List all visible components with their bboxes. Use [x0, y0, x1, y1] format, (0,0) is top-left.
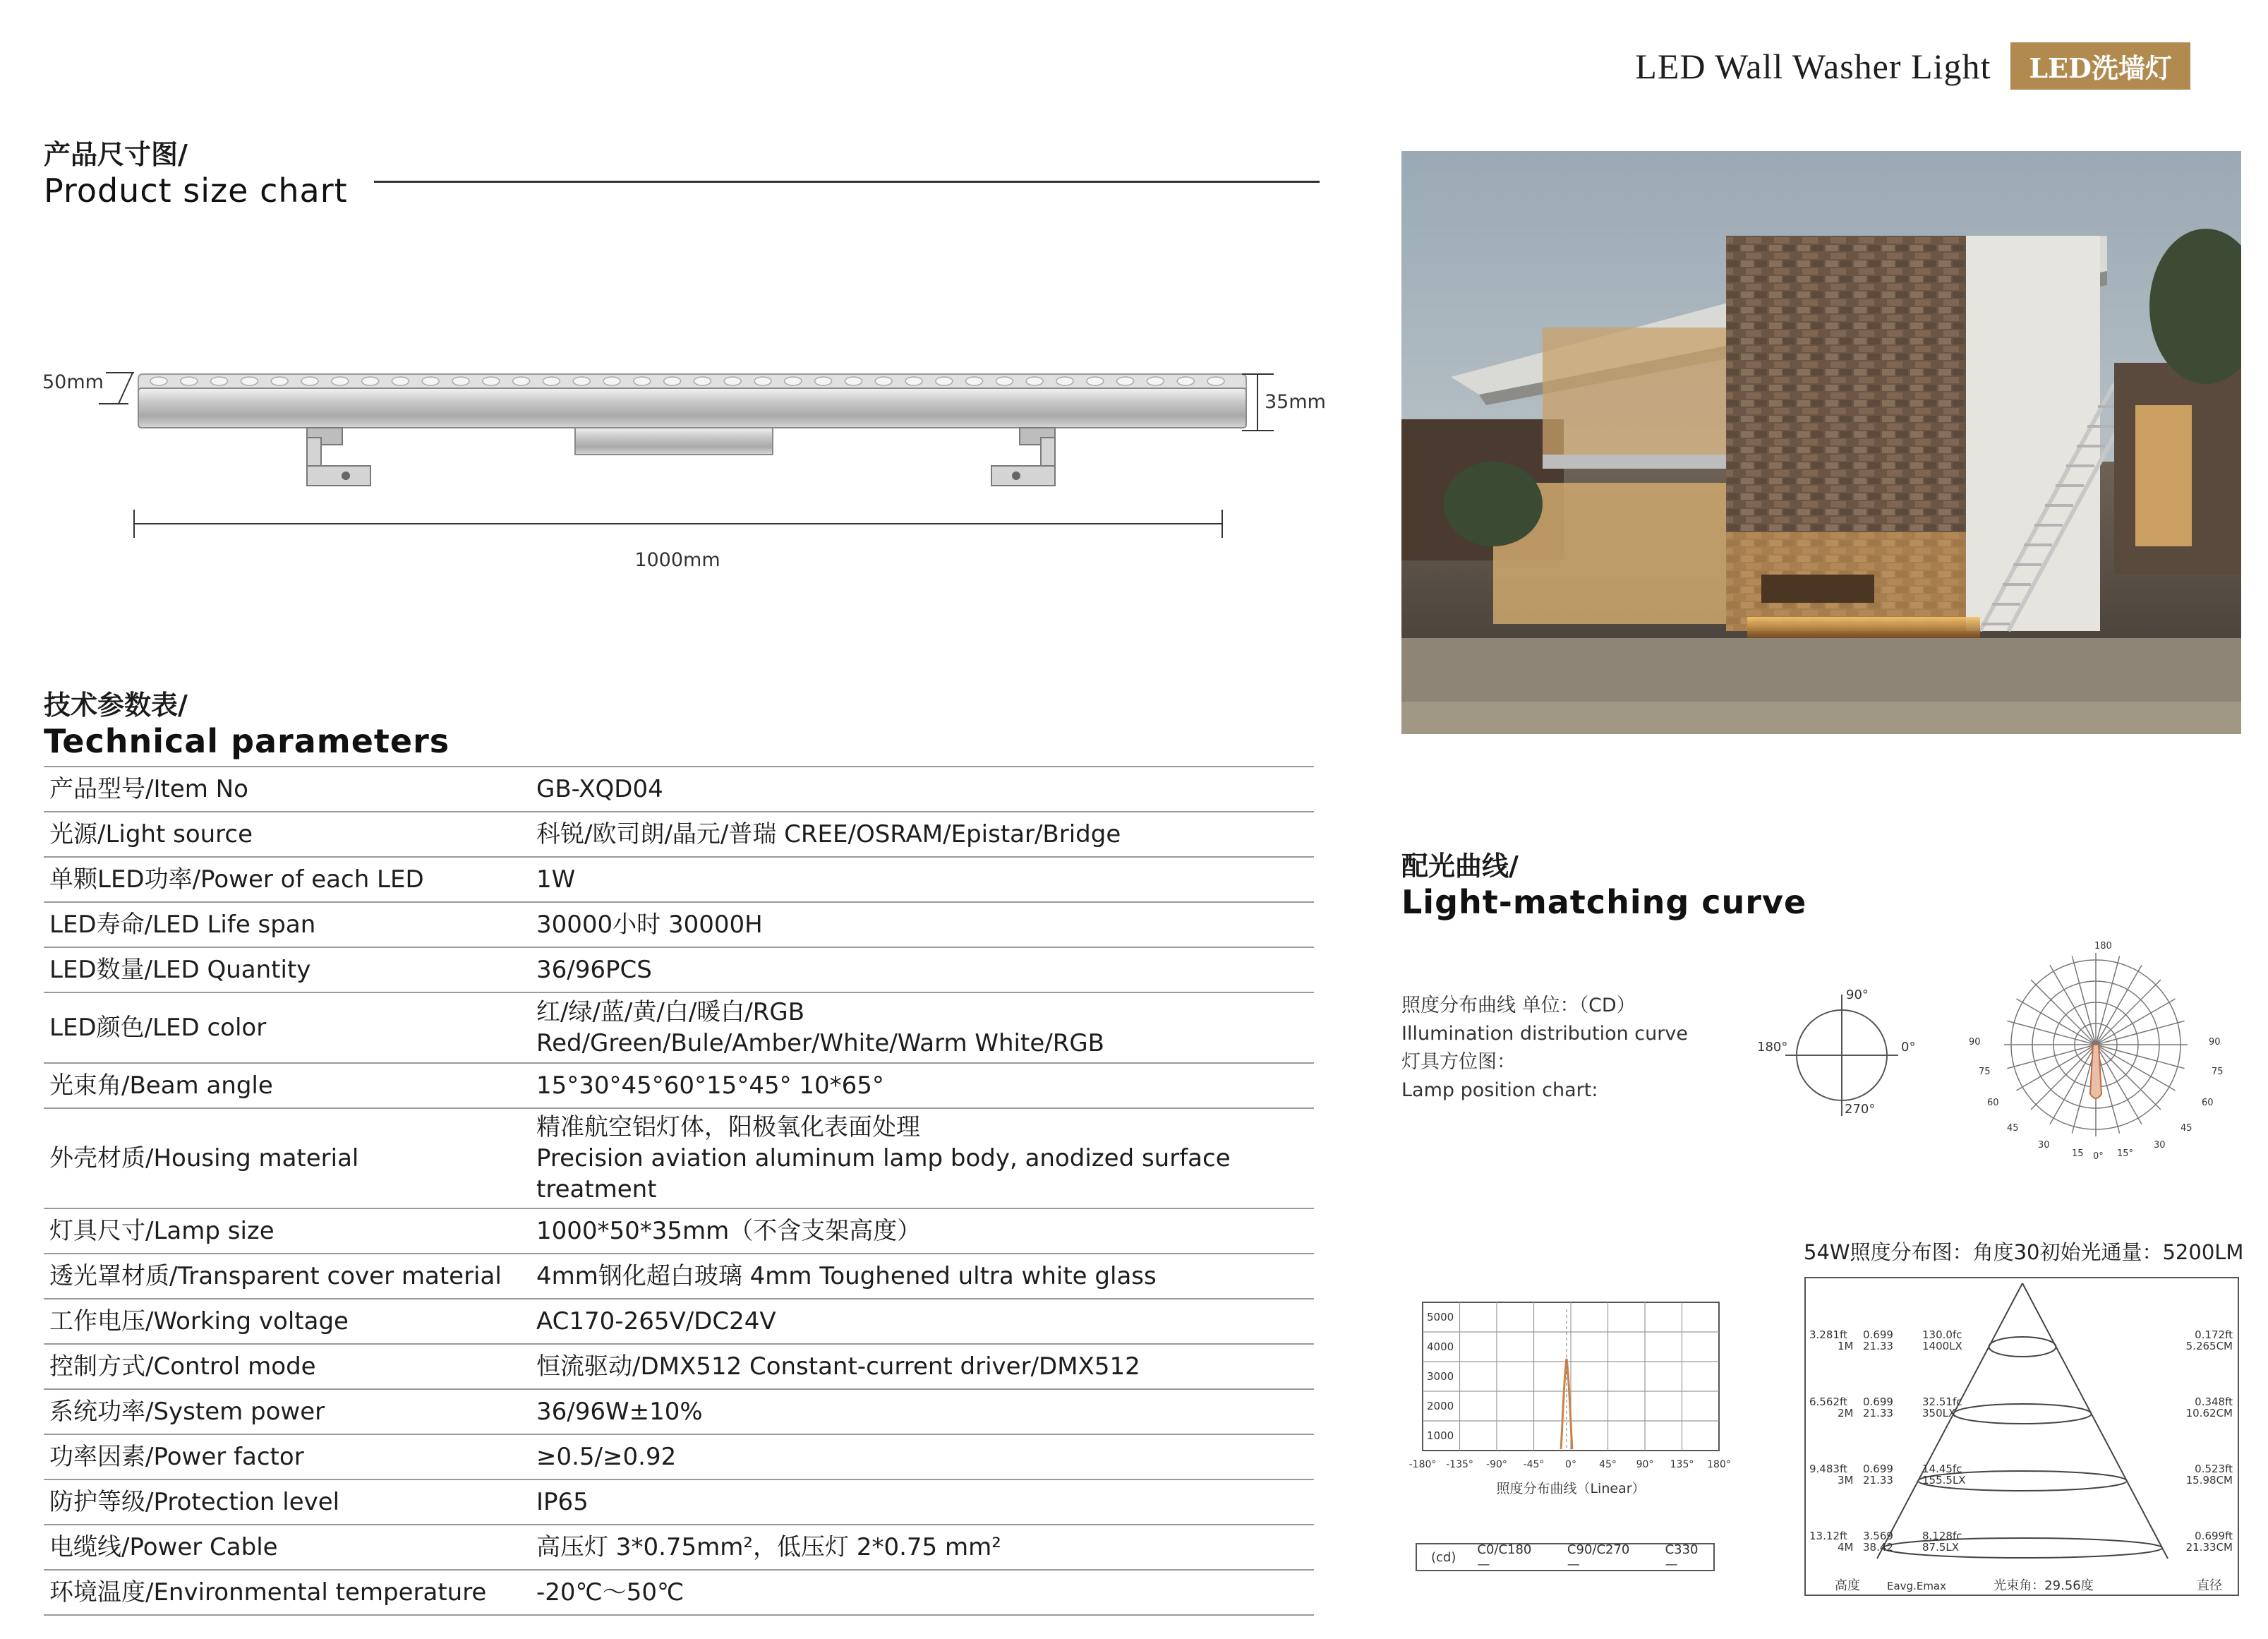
param-value [531, 1108, 1314, 1208]
param-value [531, 1389, 1314, 1434]
curve-title-cn: 配光曲线/ [1401, 851, 1519, 882]
param-value [531, 1434, 1314, 1479]
param-row [44, 767, 1314, 812]
cone-row-e1: 0.699 [1863, 1328, 1893, 1341]
led-bead [392, 377, 409, 385]
led-bead [241, 377, 258, 385]
param-key: 控制方式/Control mode [44, 1344, 531, 1389]
cone-row-lx: 1400LX [1922, 1340, 1962, 1352]
param-key: LED数量/LED Quantity [44, 947, 531, 992]
lamp-driver-box [575, 428, 773, 455]
param-value-line: ≥0.5/≥0.92 [536, 1443, 677, 1471]
architecture-photo [1401, 151, 2241, 734]
led-bead [815, 377, 832, 385]
param-row [44, 1389, 1314, 1434]
linear-y-tick: 1000 [1427, 1429, 1454, 1442]
param-value [531, 947, 1314, 992]
linear-x-tick: -45° [1523, 1459, 1545, 1470]
cone-row-m: 1M [1838, 1340, 1854, 1352]
param-row [44, 1254, 1314, 1299]
param-row [44, 1108, 1314, 1208]
cone-row-dcm: 10.62CM [2185, 1407, 2233, 1419]
param-row [44, 1299, 1314, 1344]
illum-line-1: 照度分布曲线 单位：（CD） [1401, 995, 1636, 1016]
param-value [531, 1299, 1314, 1344]
param-value-line: 36/96W±10% [536, 1398, 703, 1426]
led-bead [754, 377, 771, 385]
led-bead [785, 377, 802, 385]
led-bead [301, 377, 318, 385]
polar-angle-label: 30 [2154, 1140, 2166, 1151]
led-bead [634, 377, 651, 385]
legend-c0: C0/C180 — [1477, 1542, 1532, 1572]
legend-c330: C330 — [1665, 1542, 1699, 1572]
illum-line-4: Lamp position chart: [1401, 1079, 1598, 1101]
bracket-right [991, 428, 1055, 486]
curve-title-en: Light-matching curve [1401, 883, 1807, 921]
polar-distribution-chart [1969, 939, 2237, 1165]
polar-angle-label: 75 [1979, 1067, 1991, 1077]
param-value-line: AC170-265V/DC24V [536, 1307, 776, 1335]
cone-row-dft: 0.523ft [2195, 1463, 2233, 1475]
cone-row-fc: 130.0fc [1922, 1328, 1962, 1341]
param-row [44, 1063, 1314, 1108]
cone-row-lx: 155.5LX [1922, 1474, 1966, 1487]
param-value-line: 1W [536, 865, 576, 894]
cone-row-e2: 38.42 [1863, 1541, 1893, 1554]
curve-legend [1416, 1543, 1715, 1571]
param-value-line-2: Precision aviation aluminum lamp body, anodized surface treatment [536, 1144, 1231, 1203]
cone-row-ft: 6.562ft [1809, 1395, 1847, 1408]
param-key: 工作电压/Working voltage [44, 1299, 531, 1344]
linear-x-tick: 0° [1565, 1459, 1576, 1470]
param-value [531, 1063, 1314, 1108]
led-bead [875, 377, 892, 385]
pos-right-label: 0° [1901, 1040, 1916, 1055]
param-value [531, 1254, 1314, 1299]
polar-angle-label: 90 [2209, 1037, 2221, 1047]
param-key: 环境温度/Environmental temperature [44, 1570, 531, 1615]
cone-row-dcm: 5.265CM [2185, 1340, 2233, 1352]
cone-row-m: 3M [1838, 1474, 1854, 1487]
param-value [531, 1479, 1314, 1525]
cone-row-e1: 3.569 [1863, 1530, 1893, 1542]
led-bead [1207, 377, 1224, 385]
led-bead [211, 377, 228, 385]
param-value-line-2: Red/Green/Bule/Amber/White/Warm White/RGB [536, 1029, 1104, 1057]
param-row [44, 857, 1314, 902]
led-bead [483, 377, 500, 385]
param-row [44, 1570, 1314, 1615]
cone-row-fc: 8.128fc [1922, 1530, 1962, 1542]
cone-footer-eavg: Eavg.Emax [1887, 1580, 1946, 1592]
lamp-body [138, 388, 1246, 428]
legend-c90: C90/C270 — [1567, 1542, 1630, 1572]
tech-title-en: Technical parameters [44, 722, 450, 760]
cone-row-dft: 0.348ft [2195, 1395, 2233, 1408]
param-value-line: 36/96PCS [536, 956, 652, 984]
cone-row-lx: 87.5LX [1922, 1541, 1960, 1554]
linear-y-tick: 5000 [1427, 1311, 1454, 1323]
cone-row-dcm: 15.98CM [2185, 1474, 2233, 1487]
polar-angle-label: 0° [2093, 1151, 2104, 1162]
cone-row-lx: 350LX [1922, 1407, 1956, 1419]
cone-row-e2: 21.33 [1863, 1340, 1893, 1352]
linear-x-tick: 135° [1670, 1459, 1694, 1470]
led-bead [271, 377, 288, 385]
polar-angle-label: 60 [2202, 1098, 2214, 1108]
cone-row-dcm: 21.33CM [2185, 1541, 2233, 1554]
pos-bottom-label: 270° [1845, 1102, 1876, 1117]
param-value-line: -20℃～50℃ [536, 1578, 684, 1607]
pos-top-label: 90° [1846, 987, 1869, 1002]
polar-angle-label: 15 [2072, 1148, 2084, 1159]
led-bead [513, 377, 530, 385]
lamp-position-chart [1757, 978, 1926, 1133]
linear-y-tick: 4000 [1427, 1340, 1454, 1353]
size-chart-title-cn: 产品尺寸图/ [44, 139, 188, 170]
linear-x-tick: -90° [1486, 1459, 1507, 1470]
led-bead [573, 377, 590, 385]
param-value-line: 30000小时 30000H [536, 911, 763, 939]
param-key: 防护等级/Protection level [44, 1479, 531, 1525]
title-rule [374, 181, 1320, 183]
tech-title [44, 683, 450, 760]
led-bead [936, 377, 953, 385]
size-chart-title-en: Product size chart [44, 172, 348, 210]
led-bead [1056, 377, 1073, 385]
param-value-line: IP65 [536, 1488, 589, 1516]
polar-angle-label: 45 [2180, 1123, 2192, 1134]
param-row [44, 1525, 1314, 1570]
parameter-table [44, 766, 1314, 1616]
pos-left-label: 180° [1757, 1040, 1788, 1055]
param-value-line: 4mm钢化超白玻璃 4mm Toughened ultra white glass [536, 1262, 1157, 1290]
linear-y-tick: 3000 [1427, 1370, 1454, 1383]
led-bead [422, 377, 439, 385]
curve-title [1401, 844, 1806, 921]
param-key: LED寿命/LED Life span [44, 902, 531, 947]
dim-length-label: 1000mm [634, 549, 720, 571]
polar-angle-label: 45 [2007, 1123, 2019, 1134]
led-bead [332, 377, 349, 385]
led-bead [694, 377, 711, 385]
dim-height-label: 50mm [42, 371, 104, 393]
tech-title-cn: 技术参数表/ [44, 690, 188, 721]
param-key: 单颗LED功率/Power of each LED [44, 857, 531, 902]
lamp-dimension-drawing [28, 346, 1341, 586]
cone-level-ellipse [1989, 1337, 2056, 1357]
led-bead [1026, 377, 1043, 385]
linear-x-tick: -180° [1409, 1459, 1437, 1470]
led-bead [181, 377, 198, 385]
param-value-line: 精准航空铝灯体，阳极氧化表面处理 [536, 1113, 920, 1141]
brand-header [1635, 42, 2190, 90]
led-bead [845, 377, 862, 385]
param-row [44, 992, 1314, 1063]
polar-angle-label: 75 [2212, 1067, 2224, 1077]
polar-beam-lobe [2090, 1045, 2101, 1098]
cone-row-m: 2M [1838, 1407, 1854, 1419]
cone-footer-diameter: 直径 [2197, 1578, 2222, 1593]
cone-row-ft: 3.281ft [1809, 1328, 1847, 1341]
led-bead [1177, 377, 1194, 385]
led-bead [966, 377, 983, 385]
dim-depth-label: 35mm [1265, 391, 1326, 413]
param-value [531, 1525, 1314, 1570]
linear-distribution-chart [1401, 1288, 1733, 1514]
param-value-line: 红/绿/蓝/黄/白/暖白/RGB [536, 998, 805, 1026]
cone-row-e2: 21.33 [1863, 1474, 1893, 1487]
legend-unit: (cd) [1431, 1549, 1456, 1565]
cone-row-e2: 21.33 [1863, 1407, 1893, 1419]
cone-row-fc: 14.45fc [1922, 1463, 1962, 1475]
param-value-line: 15°30°45°60°15°45° 10*65° [536, 1071, 884, 1100]
led-bead [150, 377, 167, 385]
size-chart-title [44, 133, 348, 210]
polar-angle-label: 15° [2117, 1148, 2134, 1159]
param-key: 光源/Light source [44, 812, 531, 857]
bracket-left [307, 428, 370, 486]
linear-x-tick: -135° [1446, 1459, 1473, 1470]
illum-line-2: Illumination distribution curve [1401, 1023, 1688, 1045]
linear-y-tick: 2000 [1427, 1400, 1454, 1412]
param-key: 功率因素/Power factor [44, 1434, 531, 1479]
param-key: 产品型号/Item No [44, 767, 531, 812]
param-key: 灯具尺寸/Lamp size [44, 1208, 531, 1254]
param-key: 透光罩材质/Transparent cover material [44, 1254, 531, 1299]
param-row [44, 1344, 1314, 1389]
param-row [44, 902, 1314, 947]
led-bead [664, 377, 681, 385]
led-bead [1147, 377, 1164, 385]
param-value-line: 恒流驱动/DMX512 Constant-current driver/DMX512 [536, 1352, 1140, 1381]
param-key: 光束角/Beam angle [44, 1063, 531, 1108]
param-value [531, 1344, 1314, 1389]
cone-row-dft: 0.172ft [2195, 1328, 2233, 1341]
param-value-line: 1000*50*35mm（不含支架高度） [536, 1217, 922, 1245]
linear-x-tick: 90° [1636, 1459, 1654, 1470]
led-bead [996, 377, 1013, 385]
led-bead [603, 377, 620, 385]
cone-level-ellipse [1953, 1404, 2091, 1424]
led-bead [1087, 377, 1104, 385]
illum-line-3: 灯具方位图： [1401, 1051, 1516, 1073]
illumination-notes [1401, 992, 1688, 1105]
led-bead [362, 377, 379, 385]
cone-row-ft: 9.483ft [1809, 1463, 1847, 1475]
led-bead [905, 377, 922, 385]
polar-angle-label: 180 [2094, 941, 2112, 951]
param-key: 外壳材质/Housing material [44, 1108, 531, 1208]
param-value-line: GB-XQD04 [536, 775, 663, 803]
param-value [531, 812, 1314, 857]
param-value [531, 767, 1314, 812]
illuminance-cone-chart [1804, 1276, 2241, 1598]
param-value [531, 1208, 1314, 1254]
polar-angle-label: 30 [2038, 1140, 2050, 1151]
cone-footer-beam: 光束角：29.56度 [1993, 1578, 2094, 1593]
param-row [44, 947, 1314, 992]
param-value [531, 992, 1314, 1063]
linear-x-tick: 180° [1707, 1459, 1731, 1470]
param-row [44, 1479, 1314, 1525]
cone-row-m: 4M [1838, 1541, 1854, 1554]
cone-row-e1: 0.699 [1863, 1463, 1893, 1475]
led-bead [452, 377, 469, 385]
product-title: LED Wall Washer Light [1635, 46, 1991, 86]
param-key: LED颜色/LED color [44, 992, 531, 1063]
param-value [531, 902, 1314, 947]
cone-row-e1: 0.699 [1863, 1395, 1893, 1408]
param-value-line: 高压灯 3*0.75mm²，低压灯 2*0.75 mm² [536, 1533, 1001, 1561]
param-key: 电缆线/Power Cable [44, 1525, 531, 1570]
param-row [44, 812, 1314, 857]
cone-row-ft: 13.12ft [1809, 1530, 1847, 1542]
product-badge: LED洗墙灯 [2010, 42, 2190, 90]
led-bead [724, 377, 741, 385]
param-value [531, 857, 1314, 902]
led-bead [1117, 377, 1134, 385]
linear-caption: 照度分布曲线（Linear） [1496, 1481, 1646, 1496]
param-value-line: 科锐/欧司朗/晶元/普瑞 CREE/OSRAM/Epistar/Bridge [536, 820, 1121, 848]
distribution-title: 54W照度分布图：角度30初始光通量：5200LM [1804, 1240, 2244, 1264]
cone-footer-height: 高度 [1835, 1578, 1860, 1593]
polar-angle-label: 60 [1987, 1098, 1999, 1108]
led-bead [543, 377, 560, 385]
cone-row-dft: 0.699ft [2195, 1530, 2233, 1542]
param-value [531, 1570, 1314, 1615]
linear-x-tick: 45° [1599, 1459, 1617, 1470]
param-row [44, 1208, 1314, 1254]
polar-angle-label: 90 [1969, 1037, 1981, 1047]
param-row [44, 1434, 1314, 1479]
cone-row-fc: 32.51fc [1922, 1395, 1962, 1408]
param-key: 系统功率/System power [44, 1389, 531, 1434]
